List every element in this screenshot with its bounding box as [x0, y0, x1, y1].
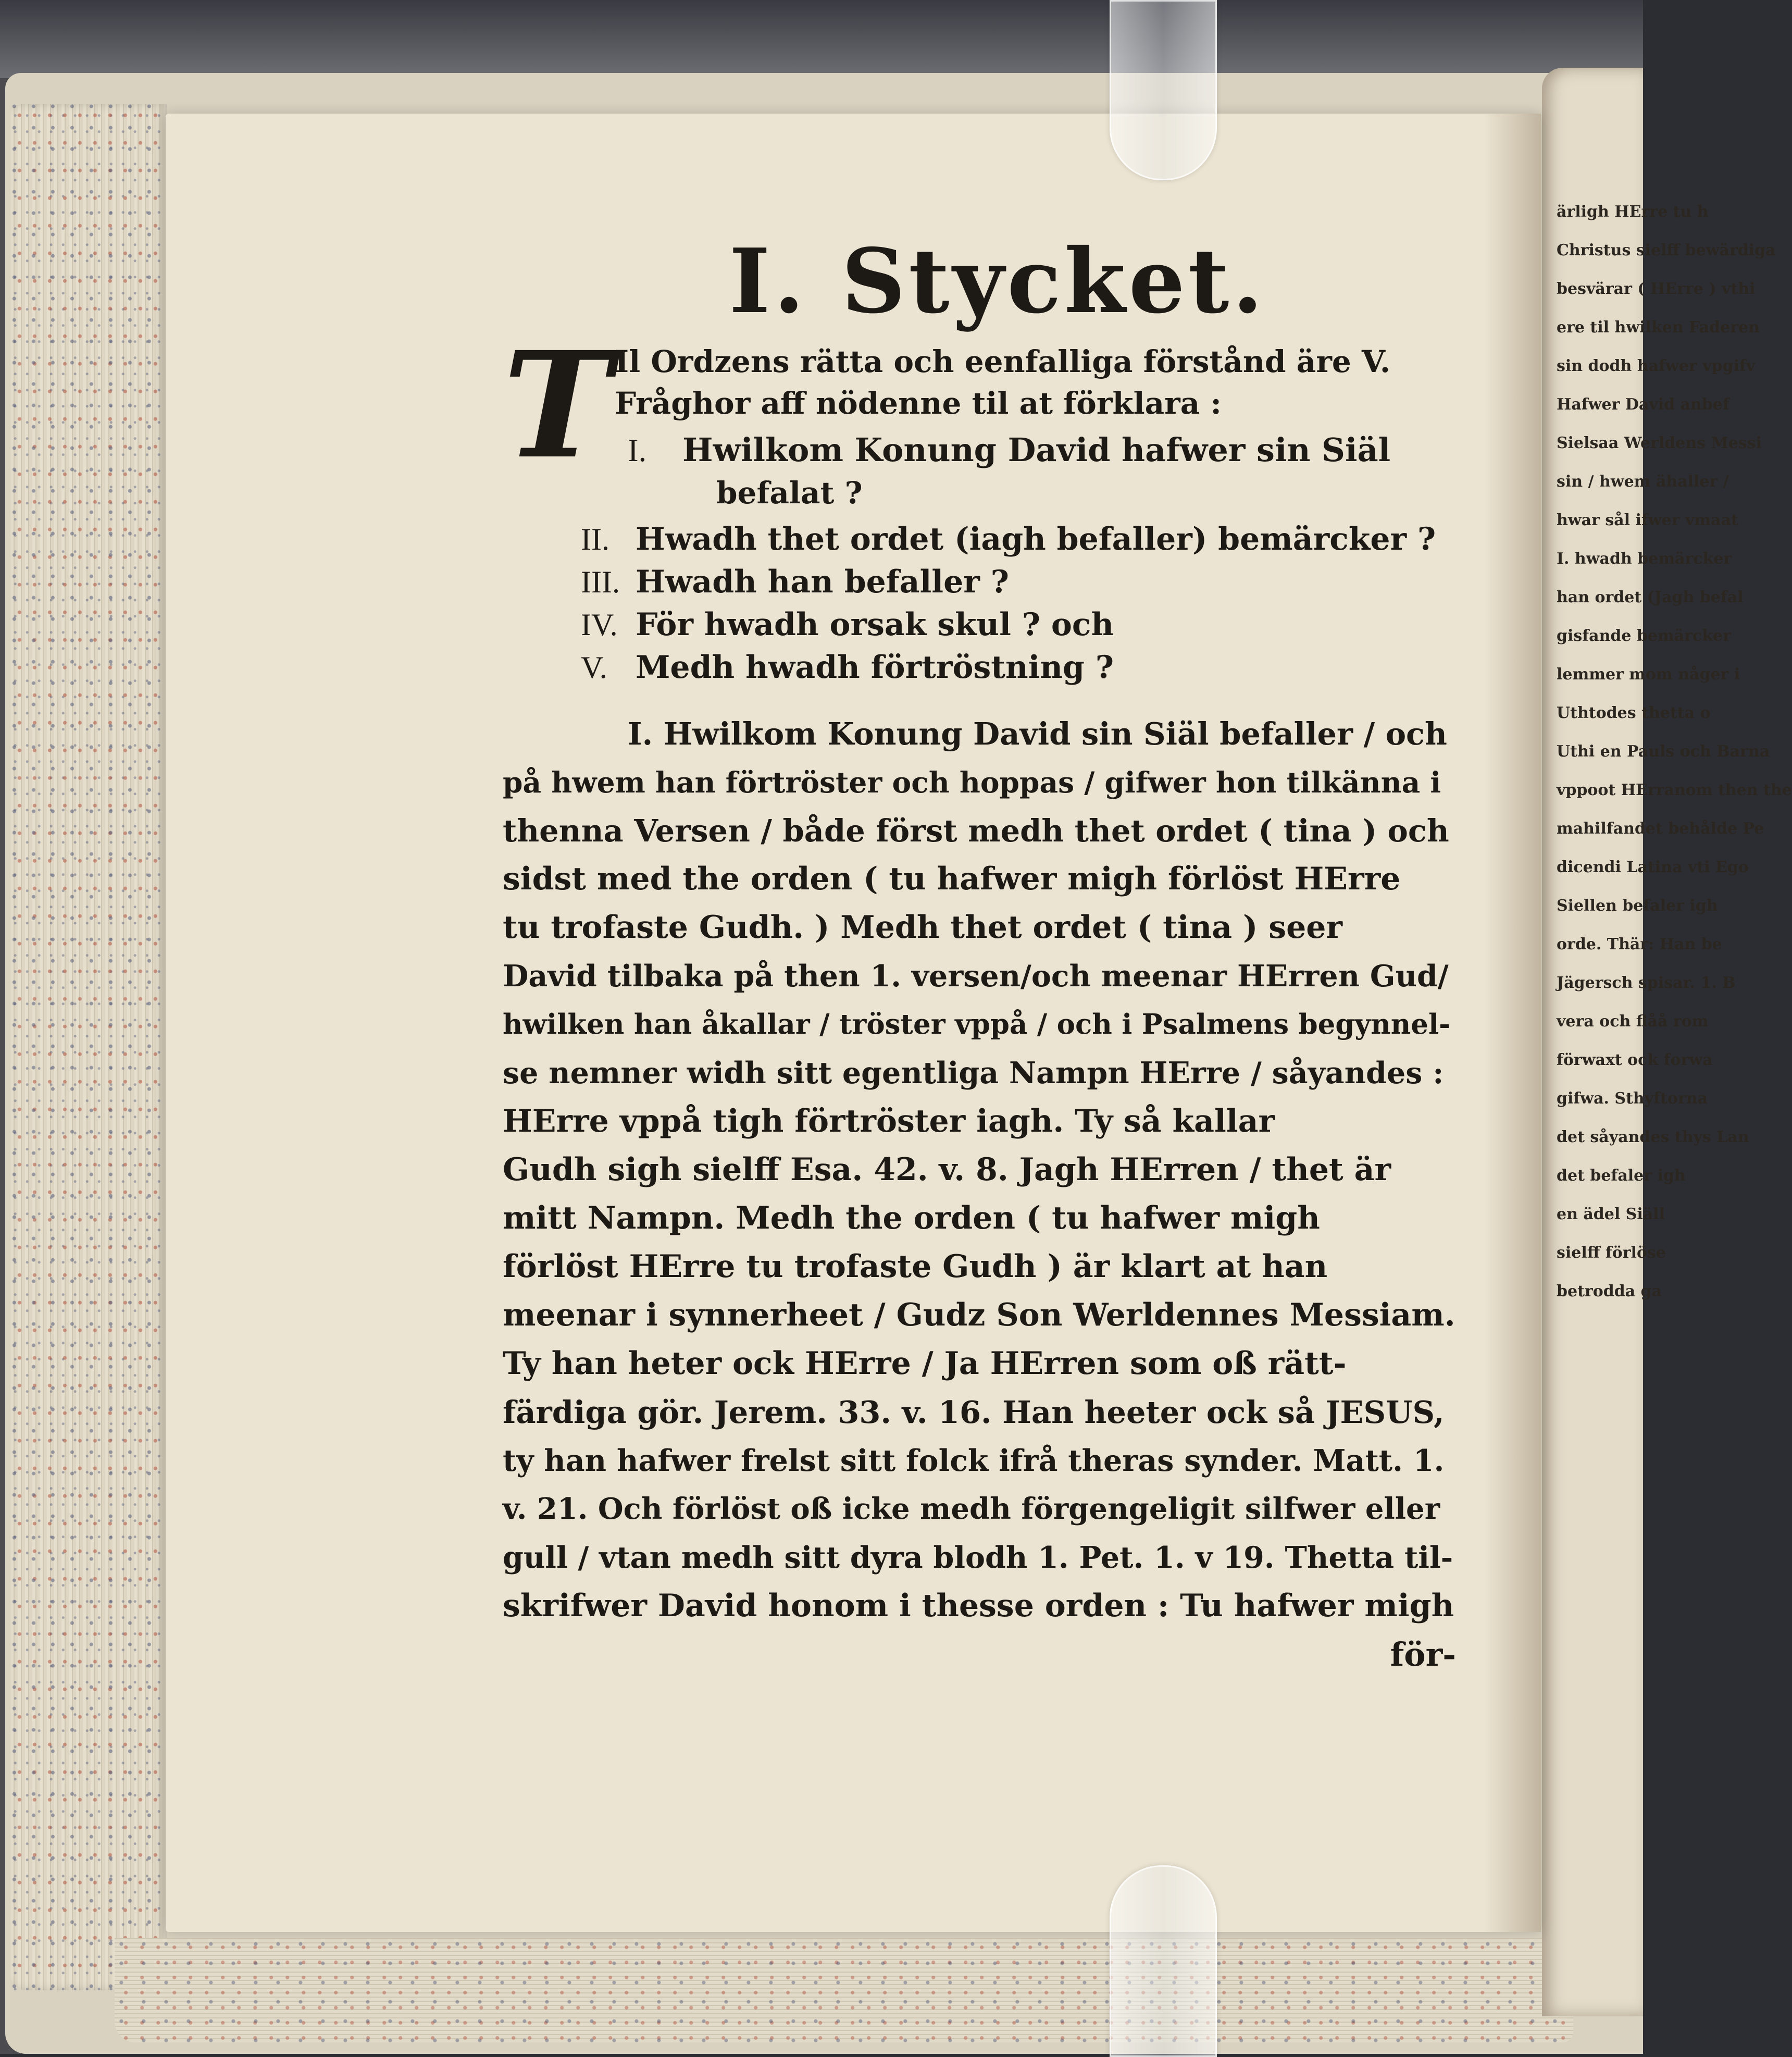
question-text: Hwilkom Konung David hafwer sin Siäl [682, 431, 1391, 469]
text-line: se nemner widh sitt egentliga Nampn HErre / såyandes : [503, 1056, 1444, 1091]
section-title: I. Stycket. [729, 229, 1266, 333]
question-text: För hwadh orsak skul ? och [636, 606, 1114, 643]
text-line: ty han hafwer frelst sitt folck ifrå theras synder. Matt. 1. [503, 1443, 1445, 1478]
question-item [628, 429, 1390, 472]
facing-page-line: Jägersch spisar. 1. B [1557, 974, 1736, 992]
facing-page-line: betrodda ga [1557, 1282, 1662, 1300]
facing-page-line: det befaler igh [1557, 1167, 1686, 1185]
facing-page-line: Uthi en Pauls och Barna [1557, 742, 1770, 761]
text-line: thenna Versen / både först medh thet ordet ( tina ) och [503, 813, 1449, 849]
text-line: v. 21. Och förlöst oß icke medh förgengeligit silfwer eller [503, 1492, 1440, 1526]
sprinkled-edge [10, 104, 167, 1990]
question-text: Hwadh han befaller ? [636, 564, 1009, 600]
facing-page-line: Uthtodes thetta o [1557, 704, 1711, 722]
facing-page-line: mahilfandet behålde Pe [1557, 820, 1764, 838]
facing-page-line: hwar sål ifwer vmaat [1557, 511, 1738, 529]
facing-page-line: sin dodh hafwer vpgifv [1557, 357, 1756, 375]
text-line: David tilbaka på then 1. versen/och meenar HErren Gud/ [503, 959, 1449, 994]
text-line: meenar i synnerheet / Gudz Son Werldennes Messiam. [503, 1297, 1455, 1333]
question-item [581, 603, 1456, 646]
facing-page [1542, 68, 1792, 2016]
facing-page-line: sin / hwem ähaller / [1557, 473, 1729, 491]
dropcap-letter: T [503, 320, 612, 491]
facing-page-line: lemmer mom någer i [1557, 665, 1740, 684]
facing-page-text [1542, 193, 1792, 1311]
facing-page-line: Sielsaa Werldens Messi [1557, 434, 1762, 452]
bottom-page-edges [115, 1938, 1573, 2042]
facing-page-line: ärligh HErre tu h [1557, 203, 1709, 221]
text-line: HErre vppå tigh förtröster iagh. Ty så kallar [503, 1103, 1275, 1139]
text-line: gull / vtan medh sitt dyra blodh 1. Pet. 1. v 19. Thetta til- [503, 1540, 1453, 1575]
facing-page-line: han ordet (Jagh befal [1557, 588, 1744, 606]
intro-paragraph [503, 320, 1456, 601]
page-clip-bottom [1110, 1865, 1217, 2057]
question-text: Hwadh thet ordet (iagh befaller) bemärcker ? [636, 521, 1436, 557]
facing-page-line: en ädel Siäll [1557, 1205, 1665, 1223]
facing-page-line: dicendi Latina vti Ego [1557, 858, 1749, 876]
question-number: V. [581, 650, 607, 685]
text-line: Ty han heter ock HErre / Ja HErren som oß rätt- [503, 1345, 1347, 1382]
facing-page-line: orde. Thär: Han be [1557, 935, 1722, 953]
text-line: mitt Nampn. Medh the orden ( tu hafwer migh [503, 1200, 1320, 1236]
facing-page-line: Christus sielff bewärdiga [1557, 241, 1776, 259]
text-line: på hwem han förtröster och hoppas / gifwer hon tilkänna i [503, 765, 1441, 799]
page-clip-top [1110, 0, 1217, 180]
question-number: III. [581, 565, 620, 599]
text-line: Gudh sigh sielff Esa. 42. v. 8. Jagh HErren / thet är [503, 1151, 1391, 1188]
text-line: sidst med the orden ( tu hafwer migh förlöst HErre [503, 861, 1401, 897]
question-text: Medh hwadh förtröstning ? [636, 649, 1114, 686]
facing-page-line: Siellen befaler igh [1557, 897, 1718, 915]
text-line: tu trofaste Gudh. ) Medh thet ordet ( tina ) seer [503, 909, 1343, 946]
question-number: I. [628, 433, 647, 468]
intro-line: Il Ordzens rätta och eenfalliga förstånd äre V. [615, 344, 1391, 379]
page-content [503, 229, 1456, 1679]
intro-line: Fråghor aff nödenne til at förklara : [615, 386, 1222, 421]
text-line: hwilken han åkallar / tröster vppå / och i Psalmens begynnel- [503, 1008, 1451, 1040]
facing-page-line: vera och flåå rom [1557, 1012, 1709, 1031]
text-line: I. Hwilkom Konung David sin Siäl befaller / och [628, 716, 1447, 752]
facing-page-line: Hafwer David anbef [1557, 395, 1729, 414]
facing-page-line: besvärar ( HErre ) vthi [1557, 280, 1756, 298]
facing-page-line: I. hwadh bemärcker [1557, 550, 1732, 568]
facing-page-line: vppoot HErranom then the [1557, 781, 1792, 799]
facing-page-line: gisfande bemärcker [1557, 627, 1731, 645]
text-line: förlöst HErre tu trofaste Gudh ) är klart at han [503, 1248, 1328, 1285]
question-continuation: befalat ? [716, 475, 863, 511]
scanner-background [0, 0, 1643, 78]
question-number: IV. [581, 608, 618, 642]
body-text [503, 710, 1456, 1630]
catchword: för- [1390, 1635, 1456, 1674]
question-number: II. [581, 522, 609, 556]
facing-page-line: ere til hwilken Faderen [1557, 318, 1760, 337]
facing-page-line: det såyandes thys Lan [1557, 1128, 1749, 1146]
text-line: färdiga gör. Jerem. 33. v. 16. Han heeter ock så JESUS, [503, 1394, 1445, 1430]
facing-page-line: sielff förlöse [1557, 1244, 1666, 1262]
facing-page-line: förwaxt ock forwa [1557, 1051, 1713, 1069]
question-item [581, 646, 1456, 689]
text-line: skrifwer David honom i thesse orden : Tu hafwer migh [503, 1588, 1454, 1624]
gutter-shadow [1484, 114, 1541, 1932]
facing-page-line: gifwa. Sthyftorna [1557, 1089, 1708, 1108]
